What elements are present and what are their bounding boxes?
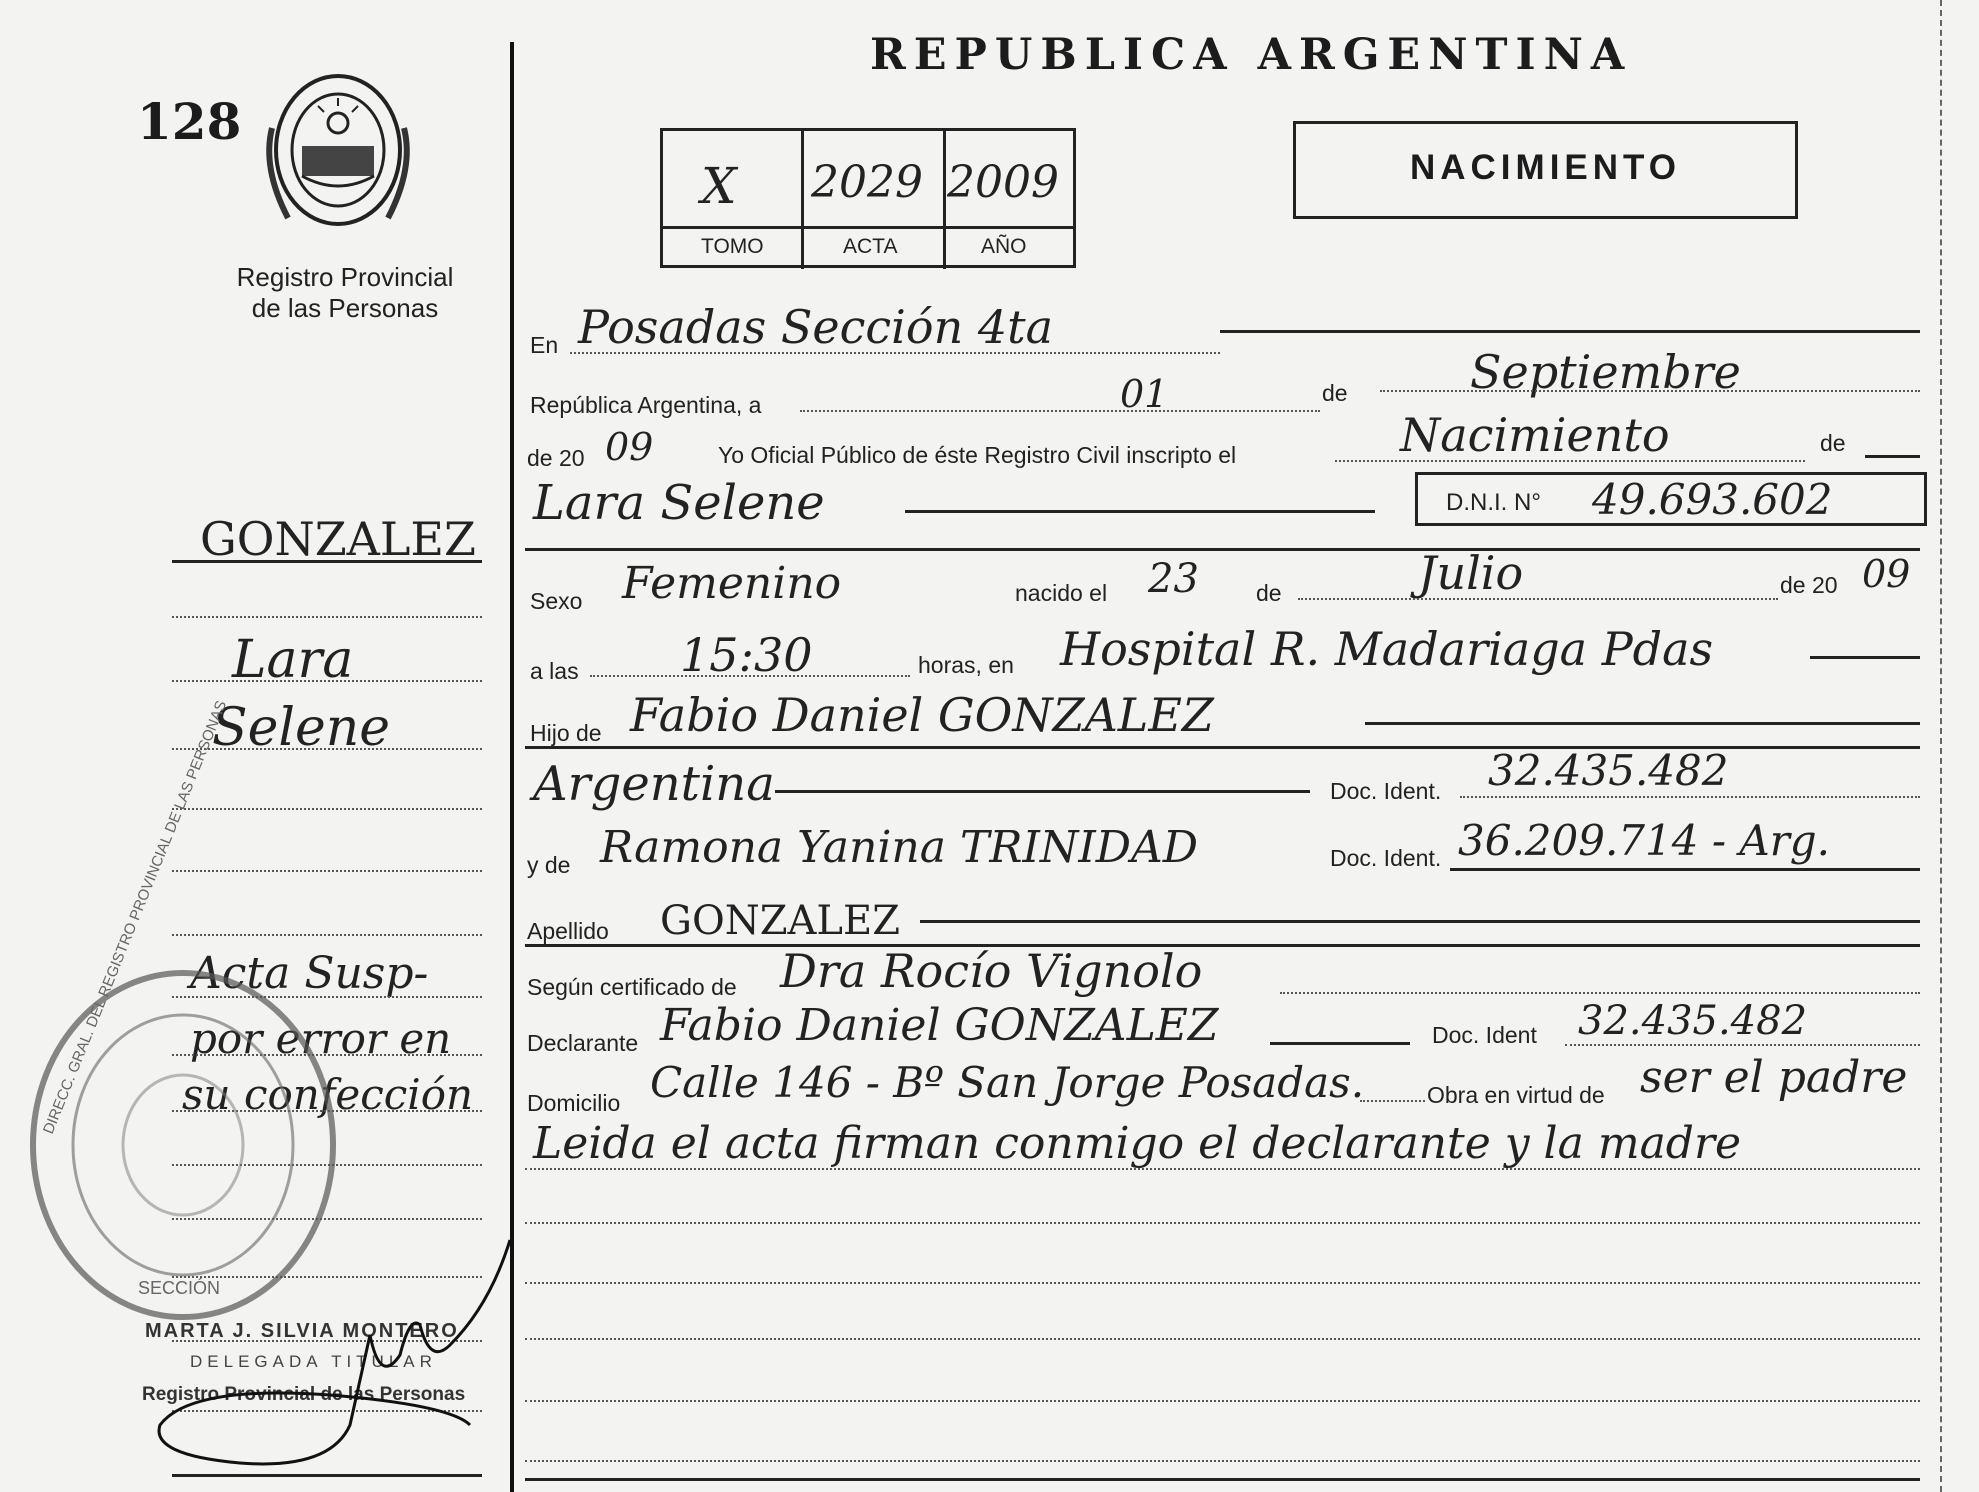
en-value: Posadas Sección 4ta xyxy=(578,300,1054,354)
birth-month: Julio xyxy=(1418,546,1524,600)
horas-label: horas, en xyxy=(918,652,1014,678)
de-label-1: de xyxy=(1322,380,1348,406)
place-value: Hospital R. Madariaga Pdas xyxy=(1060,622,1714,676)
declarante-value: Fabio Daniel GONZALEZ xyxy=(660,1000,1219,1051)
oficial-text: Yo Oficial Público de éste Registro Civil inscripto el xyxy=(718,442,1237,468)
document-type-box xyxy=(1293,121,1798,219)
apellido-label: Apellido xyxy=(527,918,609,944)
declarante-doc: 32.435.482 xyxy=(1578,998,1808,1044)
inscripto-value: Nacimiento xyxy=(1400,408,1670,462)
sexo-value: Femenino xyxy=(622,558,842,609)
ano-value: 2009 xyxy=(947,157,1059,208)
domicilio-value: Calle 146 - Bº San Jorge Posadas. xyxy=(650,1058,1365,1107)
certificate-value: Dra Rocío Vignolo xyxy=(780,944,1203,998)
acta-value: 2029 xyxy=(811,157,923,208)
father-nationality: Argentina xyxy=(533,756,775,812)
document-type: NACIMIENTO xyxy=(1409,148,1682,187)
signature-icon xyxy=(130,1235,530,1475)
father-doc: 32.435.482 xyxy=(1488,746,1729,795)
acta-cell xyxy=(801,131,946,229)
ano-label: AÑO xyxy=(981,235,1027,258)
registry-line1: Registro Provincial xyxy=(236,262,454,292)
margin-middle-name: Selene xyxy=(212,698,391,758)
domicilio-label: Domicilio xyxy=(527,1090,621,1116)
record-box xyxy=(660,128,1076,268)
nacido-label: nacido el xyxy=(1015,580,1108,606)
tomo-label: TOMO xyxy=(701,235,764,258)
provincial-seal xyxy=(258,68,418,238)
ano-cell xyxy=(943,131,1073,229)
obra-label: Obra en virtud de xyxy=(1427,1082,1605,1108)
official-title: DELEGADA TITULAR xyxy=(190,1352,437,1371)
name-value: Lara Selene xyxy=(533,475,825,531)
month-value: Septiembre xyxy=(1470,345,1741,399)
declarante-label: Declarante xyxy=(527,1030,639,1056)
hijo-label: Hijo de xyxy=(530,720,602,746)
en-label: En xyxy=(530,332,559,358)
registry-line2: de las Personas xyxy=(251,293,439,323)
dni-label: D.N.I. N° xyxy=(1446,489,1541,516)
dni-box xyxy=(1415,472,1927,526)
y-de-label: y de xyxy=(527,852,571,878)
tomo-value: X xyxy=(701,157,737,215)
official-org: Registro Provincial de las Personas xyxy=(142,1384,466,1405)
acta-label: ACTA xyxy=(843,235,898,258)
birth-year: 09 xyxy=(1862,552,1911,596)
de-label-2: de xyxy=(1820,430,1846,456)
doc-label-1: Doc. Ident. xyxy=(1330,778,1442,804)
year-value: 09 xyxy=(605,425,654,469)
closing-value: Leida el acta firman conmigo el declarante y la madre xyxy=(533,1118,1742,1169)
stamp-inner-text: SECCIÓN xyxy=(138,1278,221,1298)
a-las-label: a las xyxy=(530,658,579,684)
year-prefix-2: de 20 xyxy=(1780,572,1838,598)
year-prefix: de 20 xyxy=(527,445,585,471)
doc-label-3: Doc. Ident xyxy=(1432,1022,1537,1048)
doc-label-2: Doc. Ident. xyxy=(1330,845,1442,871)
margin-note-line2: por error en xyxy=(190,1014,452,1063)
day-value: 01 xyxy=(1120,372,1169,416)
country-title: REPUBLICA ARGENTINA xyxy=(870,30,1633,80)
margin-first-name: Lara xyxy=(232,630,354,690)
obra-value: ser el padre xyxy=(1640,1052,1908,1103)
dni-value: 49.693.602 xyxy=(1592,475,1833,524)
margin-note-line1: Acta Susp- xyxy=(190,948,429,999)
mother-value: Ramona Yanina TRINIDAD xyxy=(600,822,1199,873)
birth-day: 23 xyxy=(1148,556,1199,602)
coat-of-arms-icon xyxy=(258,68,418,238)
republica-label: República Argentina, a xyxy=(530,392,762,418)
apellido-value: GONZALEZ xyxy=(660,898,900,944)
mother-doc: 36.209.714 - Arg. xyxy=(1458,816,1831,865)
de-label-3: de xyxy=(1256,580,1282,606)
segun-label: Según certificado de xyxy=(527,974,737,1000)
time-value: 15:30 xyxy=(680,628,813,682)
margin-surname: GONZALEZ xyxy=(200,512,476,566)
registry-title xyxy=(200,262,490,324)
father-value: Fabio Daniel GONZALEZ xyxy=(630,688,1214,742)
tomo-cell xyxy=(663,131,804,229)
stamp-ring-text: DIRECC. GRAL. DEL REGISTRO PROVINCIAL DE LAS PERSONAS xyxy=(40,698,231,1137)
page-number: 128 xyxy=(137,92,242,151)
margin-note-line3: su confección xyxy=(182,1070,474,1119)
official-name: MARTA J. SILVIA MONTERO xyxy=(145,1320,459,1342)
sexo-label: Sexo xyxy=(530,588,583,614)
